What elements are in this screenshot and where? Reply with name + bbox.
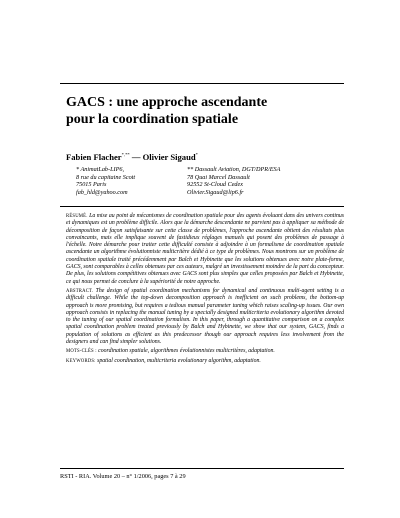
affiliation-left xyxy=(76,166,135,196)
affiliation-right xyxy=(187,166,280,196)
abstract-french-label: RÉSUMÉ. xyxy=(66,214,88,219)
keywords-french-label: MOTS-CLÉS : xyxy=(66,349,97,355)
abstract-french-text: La mise au point de mécanismes de coordination spatiale pour des agents évoluant dans des univers continus et dynamiques est un problème difficile. Alors que la démarche descendante ne parvient pas à appliquer sa méthode de décomposition de façon satisfaisante sur cette classe de problèmes, l'approche ascendante obtient des résultats plus convaincants, mais elle implique souvent de fastidieux réglages manuels qui posent des problèmes de passage à l'échelle. Notre démarche pour traiter cette difficulté consiste à adjoindre à un formalisme de coordination spatiale ascendante un algorithme évolutionniste multicritère dédié à ce type de problèmes. Nous montrons sur un problème de coordination spatiale traité précédemment par Balch et Hybinette que les solutions obtenues avec notre plate-forme, GACS, sont comparables à celles obtenues par ces auteurs, malgré un investissement moindre de la part du concepteur. De plus, les solutions compétitives obtenues avec GACS sont plus simples que celles proposées par Balch et Hybinette, ce qui nous permet de conclure à la supériorité de notre approche. xyxy=(66,213,344,285)
author-separator: — xyxy=(131,152,141,162)
title-line-1: GACS : une approche ascendante xyxy=(66,95,268,110)
keywords-english xyxy=(66,358,344,365)
author-2-affil-mark: * xyxy=(195,152,198,158)
keywords-french xyxy=(66,348,344,355)
journal-footer: RSTI - RIA. Volume 20 – n° 1/2006, pages 7 à 29 xyxy=(60,473,186,480)
abstract-block xyxy=(66,213,344,367)
affiliation-right-line: 78 Quai Marcel Dassault xyxy=(187,173,250,181)
abstract-english-text: The design of spatial coordination mechanisms for dynamical and continuous multi-agent setting is a difficult challenge. While the top-down decomposition approach is inefficient on such problems, the bottom-up approach is more promising, but requires a tedious manual parameter tuning which raises scaling-up issues. Our own approach consists in replacing the manual tuning by a specially designed multicriteria evolutionary algorithm devoted to the tuning of our spatial coordination formalism. In this paper, through a quantitative comparison on a complex spatial coordination problem treated previously by Balch and Hybinette, we show that our system, GACS, finds a population of solutions as efficient as this predecessor though our approach requires less involvement from the designers and can find simpler solutions. xyxy=(66,287,344,346)
abstract-french xyxy=(66,213,344,286)
keywords-english-label: KEYWORDS: xyxy=(66,358,96,364)
author-1: Fabien Flacher xyxy=(66,152,122,162)
affiliation-right-line: 92552 St-Cloud Cedex xyxy=(187,181,244,189)
affiliation-right-email: Olivier.Sigaud@lip6.fr xyxy=(187,188,244,196)
abstract-top-rule xyxy=(60,206,344,207)
affiliation-left-line: * AnimatLab-LIP6, xyxy=(76,166,125,173)
affiliation-left-line: 75015 Paris xyxy=(76,181,107,189)
title-line-2: pour la coordination spatiale xyxy=(66,112,239,127)
keywords-french-text: coordination spatiale, algorithmes évolutionnistes multicritères, adaptation. xyxy=(98,348,275,355)
author-2: Olivier Sigaud xyxy=(142,152,196,162)
abstract-english-label: ABSTRACT. xyxy=(66,288,94,294)
abstract-english xyxy=(66,288,344,346)
author-line xyxy=(66,152,346,162)
top-rule xyxy=(60,83,344,84)
affiliation-right-line: ** Dassault Aviation, DGT/DPR/ESA xyxy=(187,166,281,173)
author-1-affil-mark: *,** xyxy=(121,152,130,158)
affiliation-left-line: 8 rue du capitaine Scott xyxy=(76,173,136,181)
affiliation-left-email: fab_hld@yahoo.com xyxy=(76,188,128,196)
keywords-english-text: spatial coordination, multicriteria evolutionary algorithm, adaptation. xyxy=(97,357,261,364)
paper-title xyxy=(66,94,346,128)
footer-rule xyxy=(60,468,344,469)
